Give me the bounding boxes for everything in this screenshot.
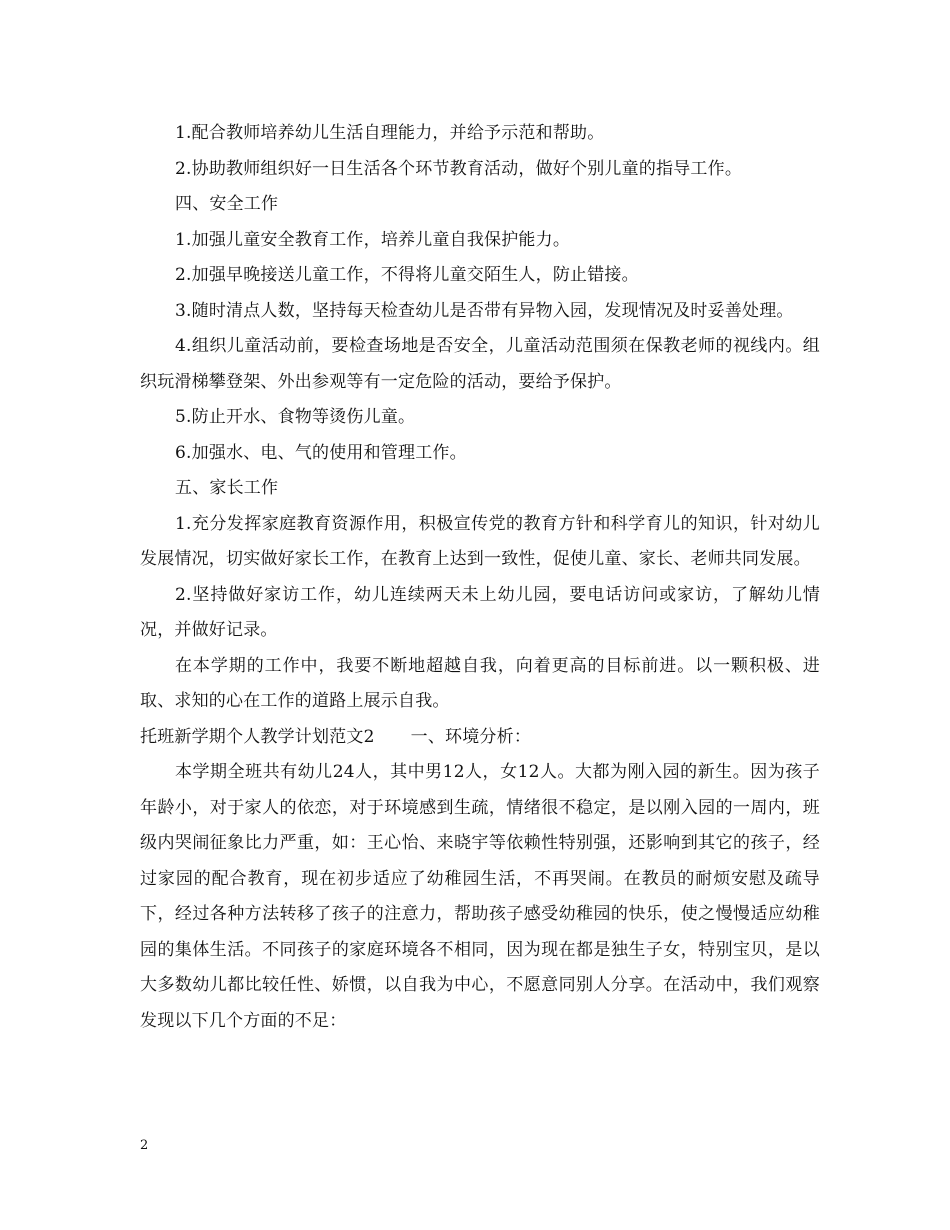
paragraph-4: 2.加强早晚接送儿童工作，不得将儿童交陌生人，防止错接。 — [175, 265, 639, 285]
paragraph-5: 3.随时清点人数，坚持每天检查幼儿是否带有异物入园，发现情况及时妥善处理。 — [175, 300, 794, 321]
paragraph-1: 1.配合教师培养幼儿生活自理能力，并给予示范和帮助。 — [175, 123, 605, 143]
document-body — [140, 116, 820, 1039]
section-title: 托班新学期个人教学计划范文2 — [140, 726, 375, 747]
paragraph-3: 1.加强儿童安全教育工作，培养儿童自我保护能力。 — [175, 229, 571, 250]
section-subheading: 一、环境分析： — [410, 726, 532, 747]
section-heading-safety: 四、安全工作 — [175, 194, 279, 214]
section-heading-parents: 五、家长工作 — [175, 478, 279, 498]
paragraph-9: 1.充分发挥家庭教育资源作用，积极宣传党的教育方针和科学育儿的知识，针对幼儿发展情况，切实做好家长工作，在教育上达到一致性，促使儿童、家长、老师共同发展。 — [140, 513, 820, 569]
paragraph-8: 6.加强水、电、气的使用和管理工作。 — [175, 442, 467, 463]
paragraph-2: 2.协助教师组织好一日生活各个环节教育活动，做好个别儿童的指导工作。 — [175, 158, 743, 179]
page-number: 2 — [140, 1138, 149, 1153]
paragraph-7: 5.防止开水、食物等烫伤儿童。 — [175, 407, 416, 427]
paragraph-6: 4.组织儿童活动前，要检查场地是否安全，儿童活动范围须在保教老师的视线内。组织玩滑梯攀登架、外出参观等有一定危险的活动，要给予保护。 — [140, 336, 820, 392]
paragraph-11: 在本学期的工作中，我要不断地超越自我，向着更高的目标前进。以一颗积极、进取、求知的心在工作的道路上展示自我。 — [140, 655, 820, 711]
environment-analysis-paragraph: 本学期全班共有幼儿24人，其中男12人，女12人。大都为刚入园的新生。因为孩子年龄小，对于家人的依恋，对于环境感到生疏，情绪很不稳定，是以刚入园的一周内，班级内哭闹征象比力严重，如：王心怡、来晓宇等依赖性特别强，还影响到其它的孩子，经过家园的配合教育，现在初步适应了幼稚园生活，不再哭闹。在教员的耐烦安慰及疏导下，经过各种方法转移了孩子的注意力，帮助孩子感受幼稚园的快乐，使之慢慢适应幼稚园的集体生活。不同孩子的家庭环境各不相同，因为现在都是独生子女，特别宝贝，是以大多数幼儿都比较任性、娇惯，以自我为中心，不愿意同别人分享。在活动中，我们观察发现以下几个方面的不足： — [140, 762, 820, 1031]
section-title-line — [140, 720, 820, 756]
paragraph-10: 2.坚持做好家访工作，幼儿连续两天未上幼儿园，要电话访问或家访，了解幼儿情况，并做好记录。 — [140, 584, 820, 640]
